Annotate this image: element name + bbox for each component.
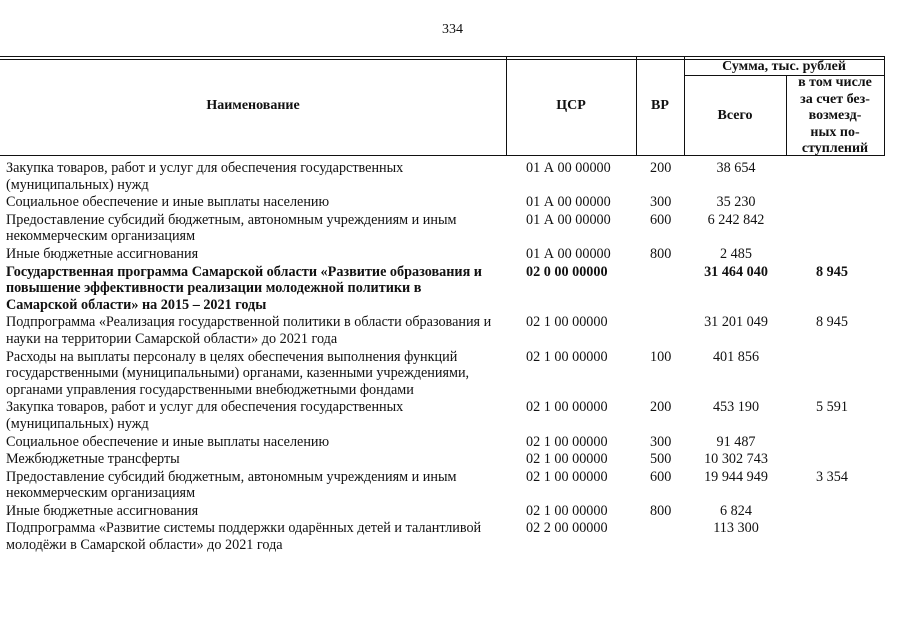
row-vr: 800 [650,502,672,519]
row-name: Иные бюджетные ассигнования [6,502,199,519]
header-extra-line: возмезд- [808,108,862,123]
row-csr: 02 1 00 00000 [526,502,608,519]
row-name: Предоставление субсидий бюджетным, автономным учреждениям и иным некоммерческим организациям [6,468,457,502]
table-row [0,246,905,263]
row-total: 6 242 842 [707,211,765,228]
header-extra-line: в том числе [798,75,872,90]
row-name: Подпрограмма «Реализация государственной политики в области образования и науки на территории Самарской области» до 2021 года [6,314,492,347]
table-body [0,160,905,555]
row-vr: 500 [650,451,672,468]
col-divider-5 [884,56,885,156]
row-total: 91 487 [716,433,756,450]
row-name: Закупка товаров, работ и услуг для обеспечения государственных (муниципальных) нужд [6,399,404,432]
row-name: Подпрограмма «Развитие системы поддержки одарённых детей и талантливой молодёжи в Самарской области» до 2021 года [6,520,482,554]
header-extra-line: ступлений [801,141,869,156]
row-name: Иные бюджетные ассигнования [6,245,199,262]
row-csr: 01 А 00 00000 [526,245,611,262]
table-row [0,212,905,245]
row-vr: 300 [650,194,672,211]
row-csr: 01 А 00 00000 [526,211,611,228]
header-vr: ВР [651,98,669,113]
row-total: 10 302 743 [704,451,768,468]
row-name: Предоставление субсидий бюджетным, автономным учреждениям и иным некоммерческим организациям [6,211,457,245]
row-csr: 02 1 00 00000 [526,348,608,365]
row-vr: 800 [650,245,672,262]
row-extra: 5 591 [816,399,848,416]
table-row [0,469,905,502]
table-row [0,434,905,451]
header-total: Всего [717,108,753,123]
row-csr: 02 2 00 00000 [526,520,608,537]
table-row [0,399,905,432]
row-vr: 100 [650,348,672,365]
table-row [0,194,905,211]
row-total: 31 464 040 [704,263,768,280]
row-name: Закупка товаров, работ и услуг для обеспечения государственных (муниципальных) нужд [6,160,404,193]
table-header [0,56,905,156]
row-extra: 8 945 [816,314,848,331]
row-name: Расходы на выплаты персоналу в целях обеспечения выполнения функций государственными (муниципальными) органами, казенными учреждениями, органами управления государственными внебюджетными фондами [6,348,470,398]
table-row [0,520,905,553]
header-csr: ЦСР [556,98,586,113]
header-name: Наименование [206,98,300,113]
row-csr: 01 А 00 00000 [526,160,611,176]
row-extra: 8 945 [816,263,848,280]
row-csr: 02 1 00 00000 [526,399,608,416]
row-csr: 02 0 00 00000 [526,263,608,280]
header-sum-group: Сумма, тыс. рублей [722,59,846,74]
row-total: 401 856 [712,348,760,365]
row-csr: 02 1 00 00000 [526,314,608,331]
row-total: 38 654 [716,160,756,176]
row-csr: 02 1 00 00000 [526,468,608,485]
header-extra-line: за счет без- [800,91,870,107]
table-row [0,503,905,520]
row-total: 2 485 [720,245,752,262]
row-vr: 200 [650,399,672,416]
row-name: Социальное обеспечение и иные выплаты населению [6,194,330,211]
header-extra [786,75,884,158]
row-vr: 200 [650,160,672,176]
row-csr: 02 1 00 00000 [526,451,608,468]
table-row [0,349,905,399]
table-row [0,314,905,347]
table-row-program [0,264,905,314]
row-total: 113 300 [713,520,759,537]
table-row [0,160,905,193]
row-vr: 300 [650,433,672,450]
page-number: 334 [442,22,463,37]
row-total: 453 190 [712,399,760,416]
row-csr: 02 1 00 00000 [526,433,608,450]
row-total: 19 944 949 [704,468,768,485]
row-name: Социальное обеспечение и иные выплаты населению [6,433,330,450]
row-total: 6 824 [720,502,752,519]
row-total: 35 230 [716,194,756,211]
table-row [0,451,905,468]
row-name: Межбюджетные трансферты [6,451,180,468]
row-vr: 600 [650,211,672,228]
row-vr: 600 [650,468,672,485]
row-total: 31 201 049 [704,314,768,331]
row-extra: 3 354 [816,468,848,485]
header-extra-line: ных по- [810,124,860,140]
row-name: Государственная программа Самарской области «Развитие образования и повышение эффективности реализации молодежной политики в Самарской области» на 2015 – 2021 годы [6,263,482,313]
row-csr: 01 А 00 00000 [526,194,611,211]
